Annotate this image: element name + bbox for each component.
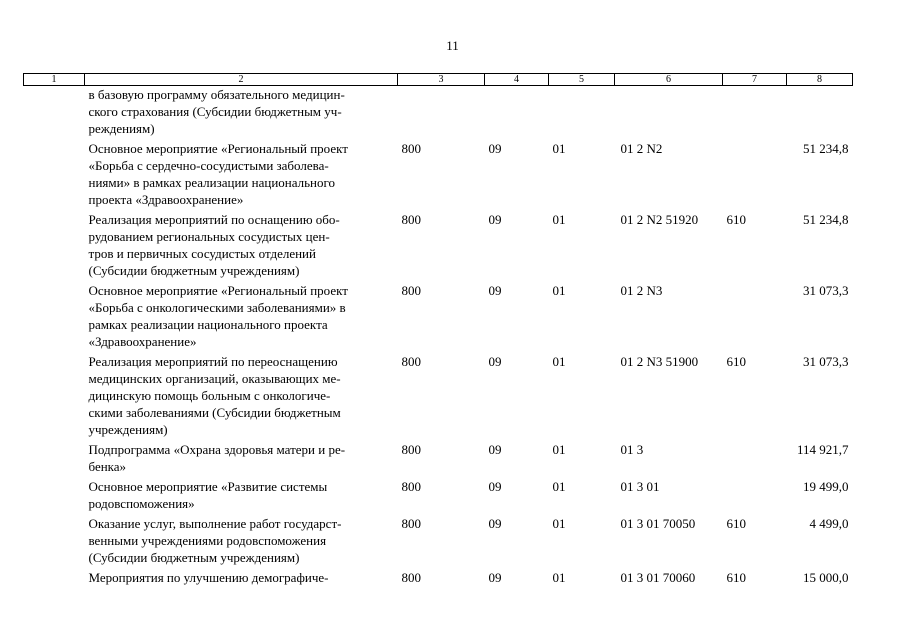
row-target-article-code: 01 3 01: [620, 479, 660, 494]
column-number-row: [24, 74, 853, 86]
table-row: [24, 350, 853, 438]
table-row: [24, 279, 853, 350]
row-cell-col1: [24, 137, 85, 208]
row-amount: 51 234,8: [803, 212, 849, 227]
description-line: рудованием региональных сосудистых цен-: [88, 229, 330, 244]
row-ministry-code: 800: [401, 570, 421, 585]
row-description: [85, 137, 398, 208]
description-line: ниями» в рамках реализации национального: [88, 175, 335, 190]
description-line: Основное мероприятие «Региональный проект: [88, 283, 348, 298]
description-line: тров и первичных сосудистых отделений: [88, 246, 316, 261]
row-description: [85, 208, 398, 279]
table-row: [24, 475, 853, 512]
description-line: реждениям): [88, 121, 155, 136]
row-subsection-code: 01: [552, 141, 566, 156]
row-expense-type-code: [723, 137, 787, 208]
row-section-code: 09: [488, 283, 502, 298]
row-amount: 31 073,3: [803, 283, 849, 298]
row-target-article-code: [615, 86, 723, 138]
row-subsection-code: 01: [552, 516, 566, 531]
description-line: скими заболеваниями (Субсидии бюджетным: [88, 405, 341, 420]
budget-table: [23, 73, 853, 586]
row-section-code: 09: [488, 570, 502, 585]
page-number: 11: [446, 38, 459, 53]
description-line: венными учреждениями родовспоможения: [88, 533, 327, 548]
row-cell-col1: [24, 208, 85, 279]
description-line: Мероприятия по улучшению демографиче-: [88, 570, 329, 585]
table-row: [24, 86, 853, 138]
description-line: Реализация мероприятий по переоснащению: [88, 354, 338, 369]
description-line: медицинских организаций, оказывающих ме-: [88, 371, 341, 386]
description-line: Реализация мероприятий по оснащению обо-: [88, 212, 340, 227]
row-target-article-code: 01 3 01 70060: [620, 570, 696, 585]
row-section-code: 09: [488, 479, 502, 494]
description-line: Подпрограмма «Охрана здоровья матери и ре-: [88, 442, 346, 457]
column-header-4: 4: [485, 74, 549, 86]
column-header-1: 1: [24, 74, 85, 86]
row-amount: 31 073,3: [803, 354, 849, 369]
row-expense-type-code: 610: [726, 516, 746, 531]
row-cell-col1: [24, 475, 85, 512]
row-cell-col1: [24, 566, 85, 586]
description-line: «Борьба с сердечно-сосудистыми заболева-: [88, 158, 329, 173]
row-amount: 114 921,7: [796, 442, 849, 457]
description-line: (Субсидии бюджетным учреждениям): [88, 263, 300, 278]
row-subsection-code: 01: [552, 479, 566, 494]
row-amount: 15 000,0: [803, 570, 849, 585]
column-header-5: 5: [549, 74, 615, 86]
description-line: «Здравоохранение»: [88, 334, 197, 349]
table-row: [24, 137, 853, 208]
row-subsection-code: 01: [552, 212, 566, 227]
row-subsection-code: 01: [552, 354, 566, 369]
description-line: дицинскую помощь больным с онкологиче-: [88, 388, 331, 403]
table-row: [24, 438, 853, 475]
row-target-article-code: 01 2 N2 51920: [620, 212, 699, 227]
row-amount: 19 499,0: [803, 479, 849, 494]
column-header-7: 7: [723, 74, 787, 86]
row-subsection-code: 01: [552, 570, 566, 585]
row-description: [85, 512, 398, 566]
row-description: [85, 475, 398, 512]
row-cell-col1: [24, 512, 85, 566]
row-section-code: [485, 86, 549, 138]
description-line: проекта «Здравоохранение»: [88, 192, 244, 207]
row-description: [85, 86, 398, 138]
row-cell-col1: [24, 86, 85, 138]
row-description: [85, 279, 398, 350]
row-amount: 51 234,8: [803, 141, 849, 156]
table-row: [24, 512, 853, 566]
column-header-6: 6: [615, 74, 723, 86]
description-line: Основное мероприятие «Региональный проект: [88, 141, 348, 156]
row-ministry-code: 800: [401, 354, 421, 369]
row-section-code: 09: [488, 141, 502, 156]
row-amount: [787, 86, 853, 138]
row-ministry-code: [398, 86, 485, 138]
row-target-article-code: 01 3 01 70050: [620, 516, 696, 531]
row-ministry-code: 800: [401, 141, 421, 156]
row-expense-type-code: [723, 86, 787, 138]
description-line: (Субсидии бюджетным учреждениям): [88, 550, 300, 565]
row-expense-type-code: 610: [726, 570, 746, 585]
column-header-8: 8: [787, 74, 853, 86]
description-line: учреждениям): [88, 422, 168, 437]
description-line: Оказание услуг, выполнение работ государст-: [88, 516, 342, 531]
row-description: [85, 438, 398, 475]
description-line: «Борьба с онкологическими заболеваниями» в: [88, 300, 346, 315]
row-description: [85, 566, 398, 586]
description-line: рамках реализации национального проекта: [88, 317, 328, 332]
row-expense-type-code: 610: [726, 354, 746, 369]
row-ministry-code: 800: [401, 516, 421, 531]
row-description: [85, 350, 398, 438]
row-ministry-code: 800: [401, 212, 421, 227]
column-header-2: 2: [85, 74, 398, 86]
row-cell-col1: [24, 438, 85, 475]
column-header-3: 3: [398, 74, 485, 86]
row-subsection-code: [549, 86, 615, 138]
row-section-code: 09: [488, 212, 502, 227]
row-subsection-code: 01: [552, 442, 566, 457]
row-cell-col1: [24, 350, 85, 438]
table-row: [24, 566, 853, 586]
row-expense-type-code: [723, 475, 787, 512]
row-ministry-code: 800: [401, 479, 421, 494]
row-expense-type-code: [723, 438, 787, 475]
row-expense-type-code: [723, 279, 787, 350]
row-section-code: 09: [488, 442, 502, 457]
row-target-article-code: 01 2 N3: [620, 283, 663, 298]
description-line: Основное мероприятие «Развитие системы: [88, 479, 328, 494]
row-ministry-code: 800: [401, 283, 421, 298]
description-line: бенка»: [88, 459, 127, 474]
row-target-article-code: 01 2 N3 51900: [620, 354, 699, 369]
description-line: ского страхования (Субсидии бюджетным уч-: [88, 104, 342, 119]
row-target-article-code: 01 3: [620, 442, 644, 457]
row-cell-col1: [24, 279, 85, 350]
table-body: [24, 86, 853, 587]
row-section-code: 09: [488, 354, 502, 369]
row-expense-type-code: 610: [726, 212, 746, 227]
description-line: в базовую программу обязательного медицин-: [88, 87, 345, 102]
row-section-code: 09: [488, 516, 502, 531]
row-amount: 4 499,0: [809, 516, 849, 531]
row-subsection-code: 01: [552, 283, 566, 298]
row-target-article-code: 01 2 N2: [620, 141, 663, 156]
table-row: [24, 208, 853, 279]
description-line: родовспоможения»: [88, 496, 195, 511]
row-ministry-code: 800: [401, 442, 421, 457]
